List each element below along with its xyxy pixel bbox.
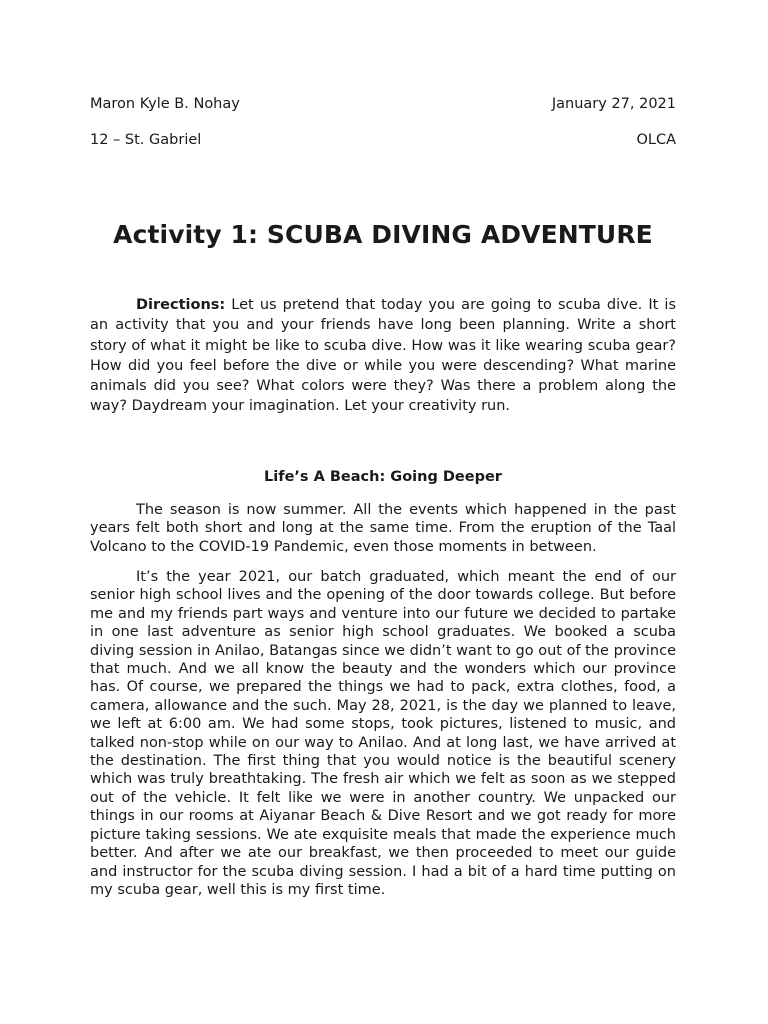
document-date: January 27, 2021: [551, 96, 676, 112]
header-row-1: [90, 0, 676, 113]
student-section: 12 – St. Gabriel: [90, 132, 202, 148]
directions-text: Let us pretend that today you are going to scuba dive. It is an activity that you and your friends have long been planning. Write a short story of what it might be like to scuba dive. How was it like wearing scuba gear? How did you feel before the dive or while you were descending? What marine animals did you see? What colors were they? Was there a problem along the way? Daydream your imagination. Let your creativity run.: [90, 297, 676, 415]
activity-title: Activity 1: SCUBA DIVING ADVENTURE: [113, 220, 653, 249]
school-name: OLCA: [636, 132, 676, 148]
story-paragraph-1: The season is now summer. All the events which happened in the past years felt both short and long at the same time. From the eruption of the Taal Volcano to the COVID-19 Pandemic, even those moments in between.: [90, 501, 676, 555]
story-paragraph-2: It’s the year 2021, our batch graduated, which meant the end of our senior high school lives and the opening of the door towards college. But before me and my friends part ways and venture into our future we decided to partake in one last adventure as senior high school graduates. We booked a scuba diving session in Anilao, Batangas since we didn’t want to go out of the province that much. And we all know the beauty and the wonders which our province has. Of course, we prepared the things we had to pack, extra clothes, food, a camera, allowance and the such. May 28, 2021, is the day we planned to leave, we left at 6:00 am. We had some stops, took pictures, listened to music, and talked non-stop while on our way to Anilao. And at long last, we have arrived at the destination. The first thing that you would notice is the beautiful scenery which was truly breathtaking. The fresh air which we felt as soon as we stepped out of the vehicle. It felt like we were in another country. We unpacked our things in our rooms at Aiyanar Beach & Dive Resort and we got ready for more picture taking sessions. We ate exquisite meals that made the experience much better. And after we ate our breakfast, we then proceeded to meet our guide and instructor for the scuba diving session. I had a bit of a hard time putting on my scuba gear, well this is my first time.: [90, 569, 676, 898]
directions-paragraph: [90, 295, 676, 417]
directions-label: Directions:: [136, 297, 226, 313]
student-name: Maron Kyle B. Nohay: [90, 96, 240, 112]
story-title: Life’s A Beach: Going Deeper: [264, 468, 502, 485]
header-row-2: [90, 113, 676, 149]
